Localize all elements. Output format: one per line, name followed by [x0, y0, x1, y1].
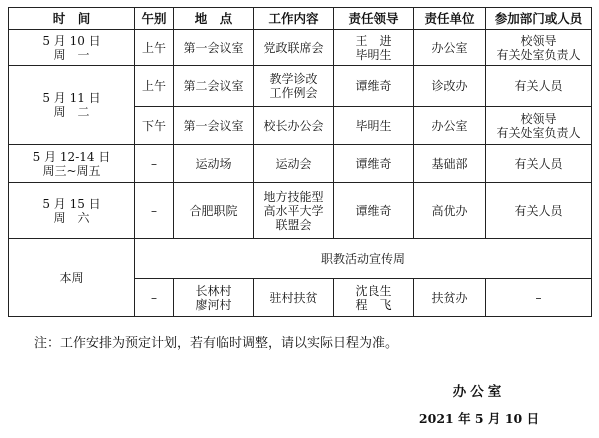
- location-cell: 第一会议室: [174, 107, 254, 145]
- content-text: 教学诊改: [269, 72, 318, 86]
- header-location: 地 点: [174, 8, 254, 30]
- period-cell: –: [135, 183, 174, 239]
- unit-cell: 办公室: [414, 30, 486, 66]
- table-row: [9, 183, 592, 239]
- content-cell: [254, 66, 334, 107]
- weekday-text: 周 六: [53, 210, 90, 225]
- participants-cell: [486, 107, 592, 145]
- date-text: 5 月 12-14 日: [32, 149, 111, 164]
- location-text: 廖河村: [195, 297, 232, 312]
- date-cell: [9, 66, 135, 145]
- period-cell: –: [135, 145, 174, 183]
- content-text: 高水平大学: [263, 203, 324, 218]
- schedule-table: [8, 7, 592, 317]
- content-text: 联盟会: [275, 217, 312, 232]
- period-cell: 上午: [135, 66, 174, 107]
- unit-cell: 高优办: [414, 183, 486, 239]
- location-cell: 合肥职院: [174, 183, 254, 239]
- content-cell: 党政联席会: [254, 30, 334, 66]
- date-cell: [9, 30, 135, 66]
- participants-cell: 有关人员: [486, 145, 592, 183]
- participants-text: 校领导: [520, 33, 557, 48]
- weekday-text: 周 二: [53, 105, 90, 119]
- header-period: 午别: [135, 8, 174, 30]
- participants-text: 校领导: [520, 111, 557, 126]
- table-row: [9, 239, 592, 279]
- header-unit: 责任单位: [414, 8, 486, 30]
- table-row: [9, 30, 592, 66]
- unit-cell: 基础部: [414, 145, 486, 183]
- content-text: 地方技能型: [263, 189, 324, 204]
- header-row: [9, 8, 592, 30]
- location-cell: [174, 279, 254, 317]
- location-cell: 运动场: [174, 145, 254, 183]
- weekday-text: 周三~周五: [42, 163, 101, 178]
- header-time: 时 间: [9, 8, 135, 30]
- table-row: [9, 66, 592, 107]
- leader-cell: [334, 30, 414, 66]
- leader-name: 王 进: [355, 33, 392, 48]
- schedule-note: 注：工作安排为预定计划，若有临时调整，请以实际日程为准。: [34, 336, 399, 351]
- leader-cell: 谭维奇: [334, 145, 414, 183]
- date-cell: [9, 145, 135, 183]
- leader-cell: [334, 279, 414, 317]
- date-cell: [9, 183, 135, 239]
- participants-text: 有关处室负责人: [496, 47, 581, 62]
- content-text: 工作例会: [269, 86, 318, 100]
- issue-date: 2021 年 5 月 10 日: [418, 411, 540, 426]
- weekday-text: 周 一: [53, 47, 90, 62]
- header-leader: 责任领导: [334, 8, 414, 30]
- unit-cell: 办公室: [414, 107, 486, 145]
- unit-cell: 诊改办: [414, 66, 486, 107]
- participants-cell: 有关人员: [486, 66, 592, 107]
- leader-cell: 谭维奇: [334, 183, 414, 239]
- participants-text: 有关处室负责人: [496, 125, 581, 140]
- period-cell: 上午: [135, 30, 174, 66]
- content-cell: 驻村扶贫: [254, 279, 334, 317]
- participants-cell: [486, 30, 592, 66]
- unit-cell: 扶贫办: [414, 279, 486, 317]
- location-cell: 第一会议室: [174, 30, 254, 66]
- header-participants: 参加部门或人员: [486, 8, 592, 30]
- leader-name: 毕明生: [355, 47, 392, 62]
- location-cell: 第二会议室: [174, 66, 254, 107]
- period-cell: –: [135, 279, 174, 317]
- leader-cell: 谭维奇: [334, 66, 414, 107]
- date-cell: 本周: [9, 239, 135, 317]
- period-cell: 下午: [135, 107, 174, 145]
- issuing-office: 办公室: [452, 384, 506, 400]
- date-text: 5 月 10 日: [42, 33, 101, 48]
- date-text: 5 月 11 日: [42, 91, 101, 105]
- date-text: 5 月 15 日: [42, 196, 101, 211]
- merged-activity-cell: 职教活动宣传周: [135, 239, 592, 279]
- leader-cell: 毕明生: [334, 107, 414, 145]
- participants-cell: –: [486, 279, 592, 317]
- content-cell: 校长办公会: [254, 107, 334, 145]
- location-text: 长林村: [195, 283, 232, 298]
- content-cell: 运动会: [254, 145, 334, 183]
- content-cell: [254, 183, 334, 239]
- table-row: [9, 145, 592, 183]
- participants-cell: 有关人员: [486, 183, 592, 239]
- header-content: 工作内容: [254, 8, 334, 30]
- leader-name: 沈良生: [355, 283, 392, 298]
- leader-name: 程 飞: [355, 297, 392, 312]
